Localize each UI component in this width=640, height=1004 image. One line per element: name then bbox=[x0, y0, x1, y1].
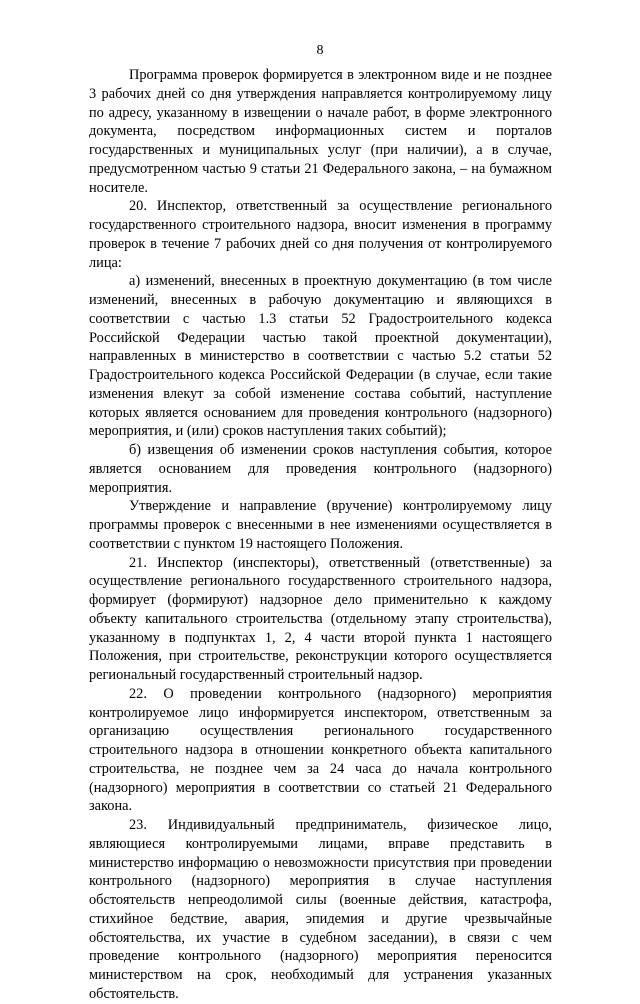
paragraph-22: 22. О проведении контрольного (надзорного) мероприятия контролируемое лицо информируется инспектором, ответственным за организацию осуществления регионального государственного строительного надзора в отношении конкретного объекта капитального строительства, не позднее чем за 24 часа до начала контрольного (надзорного) мероприятия в соответствии со статьей 21 Федерального закона. bbox=[89, 685, 552, 815]
paragraph-approval: Утверждение и направление (вручение) контролируемому лицу программы проверок с внесенными в нее изменениями осуществляется в соответствии с пунктом 19 настоящего Положения. bbox=[89, 498, 552, 552]
paragraph-schedule-formation: Программа проверок формируется в электронном виде и не позднее 3 рабочих дней со дня утверждения направляется контролируемому лицу по адресу, указанному в извещении о начале работ, в форме электронного документа, посредством информационных систем и порталов государственных и муниципальных услуг (при наличии), а в случае, предусмотренном частью 9 статьи 21 Федерального закона, – на бумажном носителе. bbox=[89, 67, 552, 196]
page-number: 8 bbox=[316, 43, 324, 58]
paragraph-20-item-a: а) изменений, внесенных в проектную документацию (в том числе изменений, внесенных в рабочую документацию и являющихся в соответствии с частью 1.3 статьи 52 Градостроительного кодекса Российской Федерации частью такой проектной документации), направленных в министерство в соответствии с частью 5.2 статьи 52 Градостроительного кодекса Российской Федерации (в случае, если такие изменения влекут за собой изменение состава событий, наступление которых является основанием для проведения контрольного (надзорного) мероприятия, и (или) сроков наступления таких событий); bbox=[89, 273, 552, 440]
document-body bbox=[89, 66, 552, 1004]
paragraph-20-item-b: б) извещения об изменении сроков наступления события, которое является основанием для проведения контрольного (надзорного) мероприятия. bbox=[89, 442, 552, 496]
paragraph-21: 21. Инспектор (инспекторы), ответственный (ответственные) за осуществление регионального государственного строительного надзора, формирует (формируют) надзорное дело применительно к каждому объекту капитального строительства (отдельному этапу строительства), указанному в подпунктах 1, 2, 4 части второй пункта 1 настоящего Положения, при строительстве, реконструкции которого осуществляется региональный государственный строительный надзор. bbox=[89, 554, 552, 683]
paragraph-20: 20. Инспектор, ответственный за осуществление регионального государственного строительного надзора, вносит изменения в программу проверок в течение 7 рабочих дней со дня получения от контролируемого лица: bbox=[89, 198, 552, 271]
paragraph-23: 23. Индивидуальный предприниматель, физическое лицо, являющиеся контролируемыми лицами, вправе представить в министерство информацию о невозможности присутствия при проведении контрольного (надзорного) мероприятия в случае наступления обстоятельств непреодолимой силы (военные действия, катастрофа, стихийное бедствие, авария, эпидемия и другие чрезвычайные обстоятельства, их участие в судебном заседании), в связи с чем проведение контрольного (надзорного) мероприятия переносится министерством на срок, необходимый для устранения указанных обстоятельств. bbox=[89, 817, 552, 1002]
